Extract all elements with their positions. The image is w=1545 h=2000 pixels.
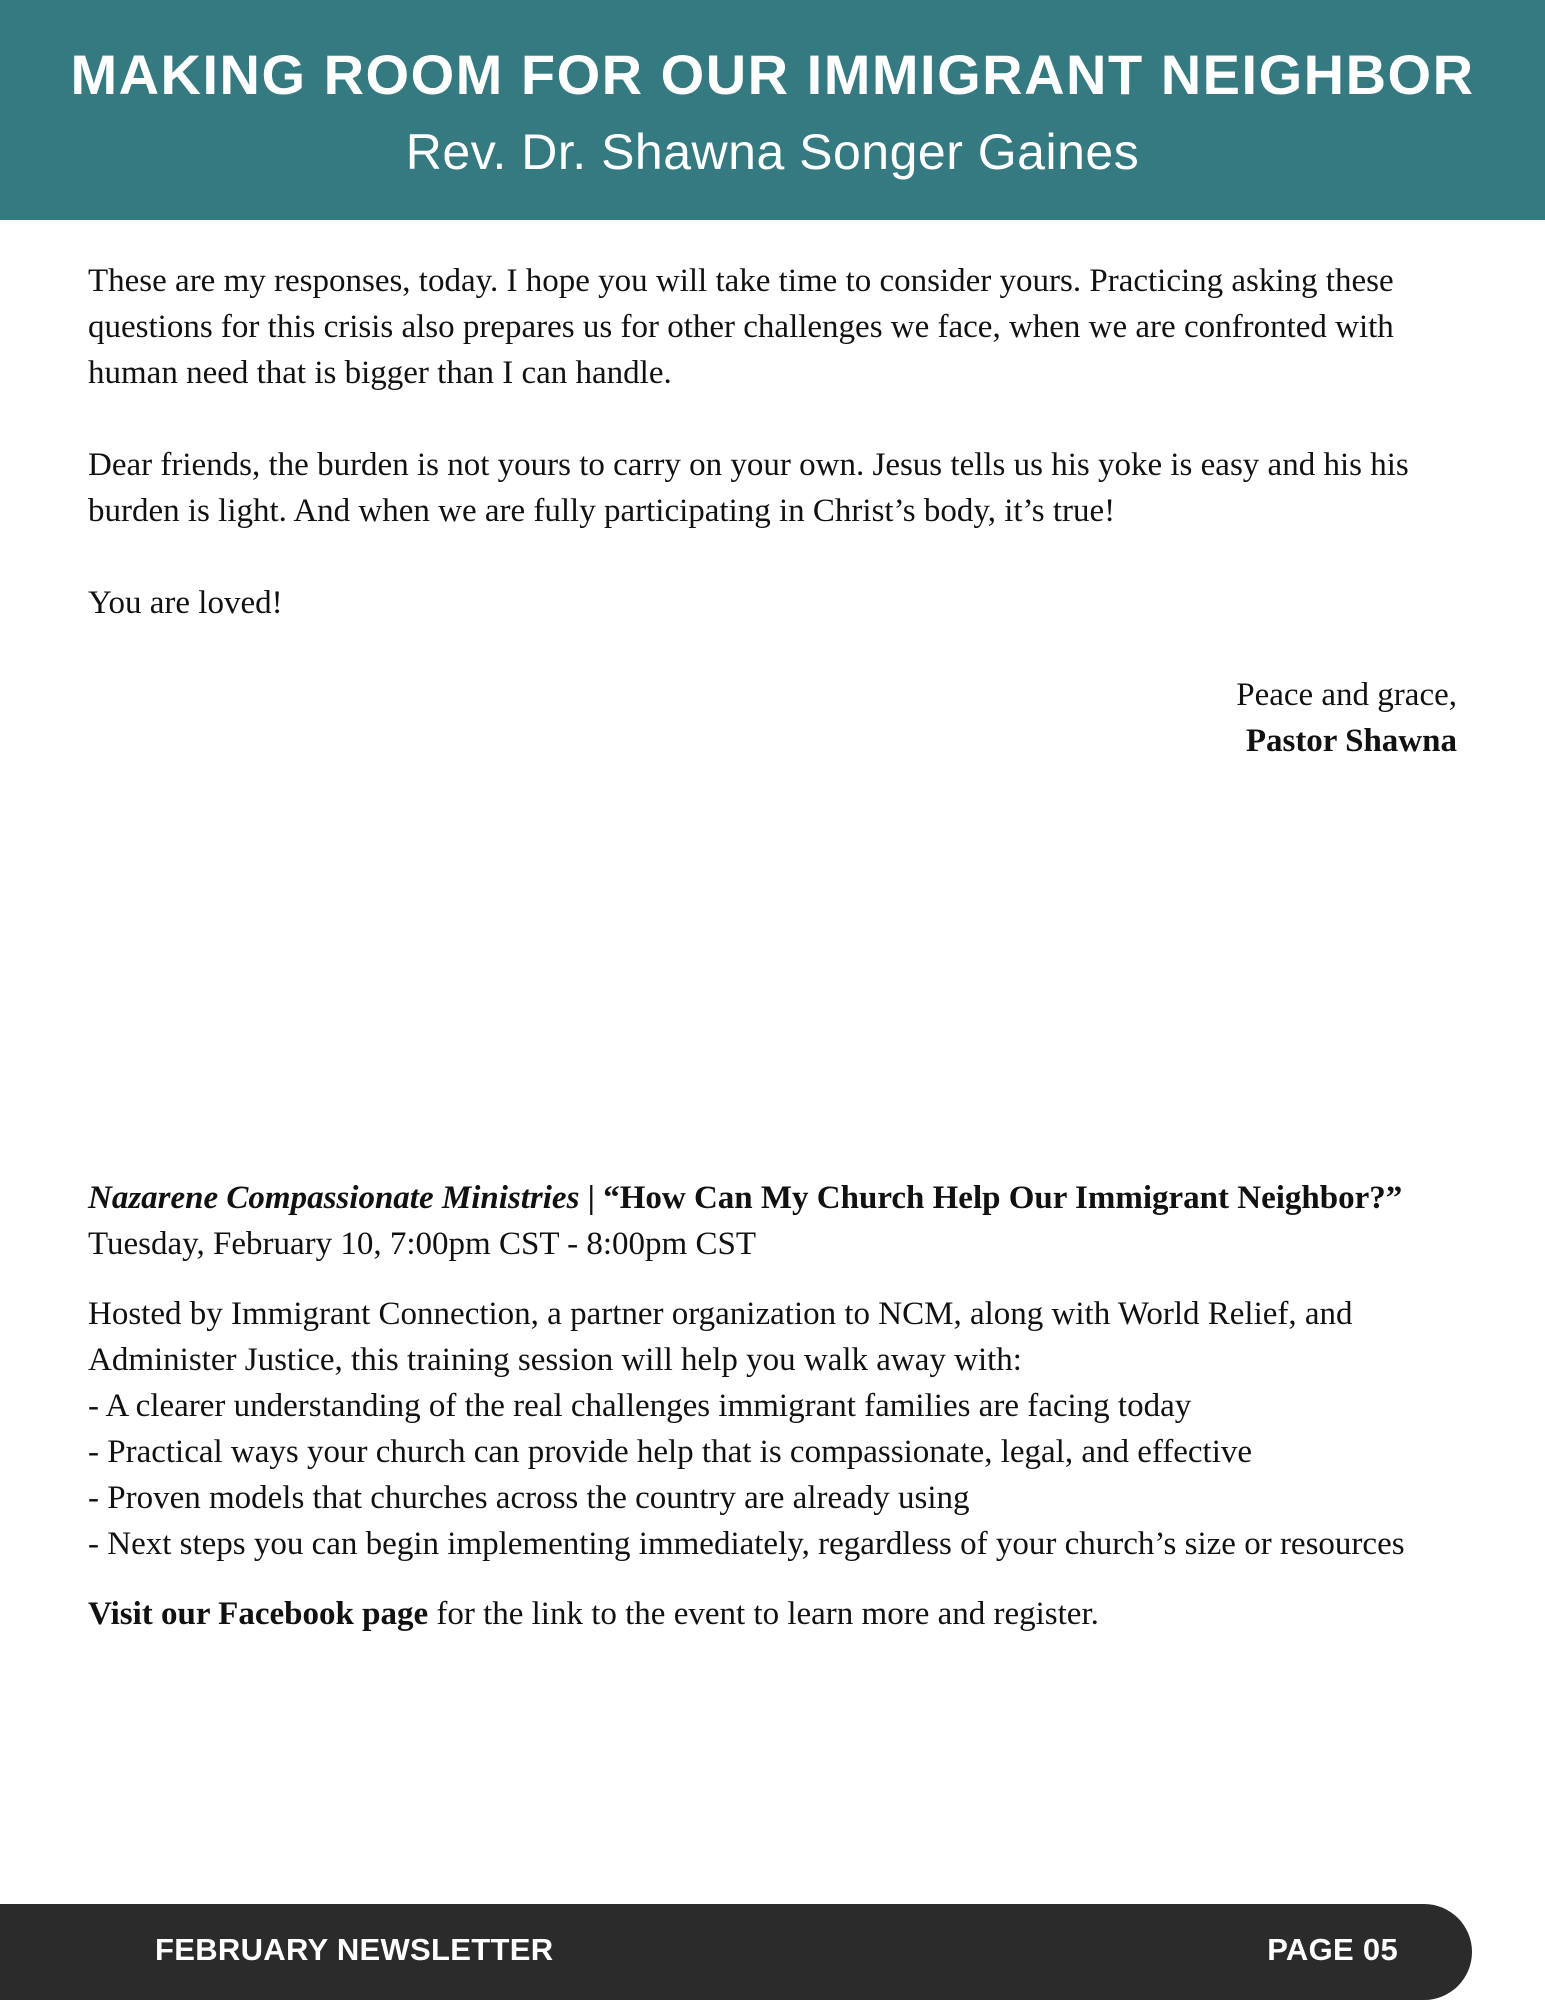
event-title: “How Can My Church Help Our Immigrant Neighbor?” (603, 1180, 1403, 1216)
page-title: MAKING ROOM FOR OUR IMMIGRANT NEIGHBOR (70, 43, 1475, 106)
author-name: Rev. Dr. Shawna Songer Gaines (405, 124, 1140, 180)
page-number: PAGE 05 (1267, 1932, 1398, 1967)
heading-separator: | (579, 1180, 604, 1216)
cta-text: for the link to the event to learn more and register. (428, 1596, 1099, 1632)
list-item: - Next steps you can begin implementing immediately, regardless of your church’s size or resources (88, 1526, 1405, 1562)
letter-signoff (1236, 672, 1457, 764)
letter-paragraph: You are loved! (88, 585, 283, 621)
letter-paragraph: Dear friends, the burden is not yours to carry on your own. Jesus tells us his yoke is easy and his his burden is light. And when we are fully participating in Christ’s body, it’s true! (88, 447, 1409, 529)
letter-paragraph: These are my responses, today. I hope you will take time to consider yours. Practicing asking these questions for this crisis also prepares us for other challenges we face, when we are confronted with human need that is bigger than I can handle. (88, 263, 1394, 391)
facebook-link[interactable]: Visit our Facebook page (88, 1596, 429, 1632)
letter-body (88, 258, 1458, 672)
newsletter-label: FEBRUARY NEWSLETTER (155, 1932, 554, 1967)
list-item: - Proven models that churches across the country are already using (88, 1480, 970, 1516)
event-benefits-list (88, 1383, 1458, 1567)
signature: Pastor Shawna (1245, 723, 1457, 759)
event-description: Hosted by Immigrant Connection, a partner organization to NCM, along with World Relief, and Administer Justice, this training session will help you walk away with: (88, 1296, 1353, 1378)
event-heading (88, 1175, 1458, 1221)
event-cta (88, 1591, 1458, 1637)
event-organizer: Nazarene Compassionate Ministries (88, 1180, 580, 1216)
list-item: - A clearer understanding of the real challenges immigrant families are facing today (88, 1388, 1192, 1424)
page-footer (0, 1904, 1472, 2000)
closing-line: Peace and grace, (1236, 677, 1457, 713)
page-header (0, 0, 1545, 220)
event-datetime: Tuesday, February 10, 7:00pm CST - 8:00pm CST (88, 1226, 756, 1262)
list-item: - Practical ways your church can provide help that is compassionate, legal, and effective (88, 1434, 1253, 1470)
event-section (88, 1175, 1458, 1637)
